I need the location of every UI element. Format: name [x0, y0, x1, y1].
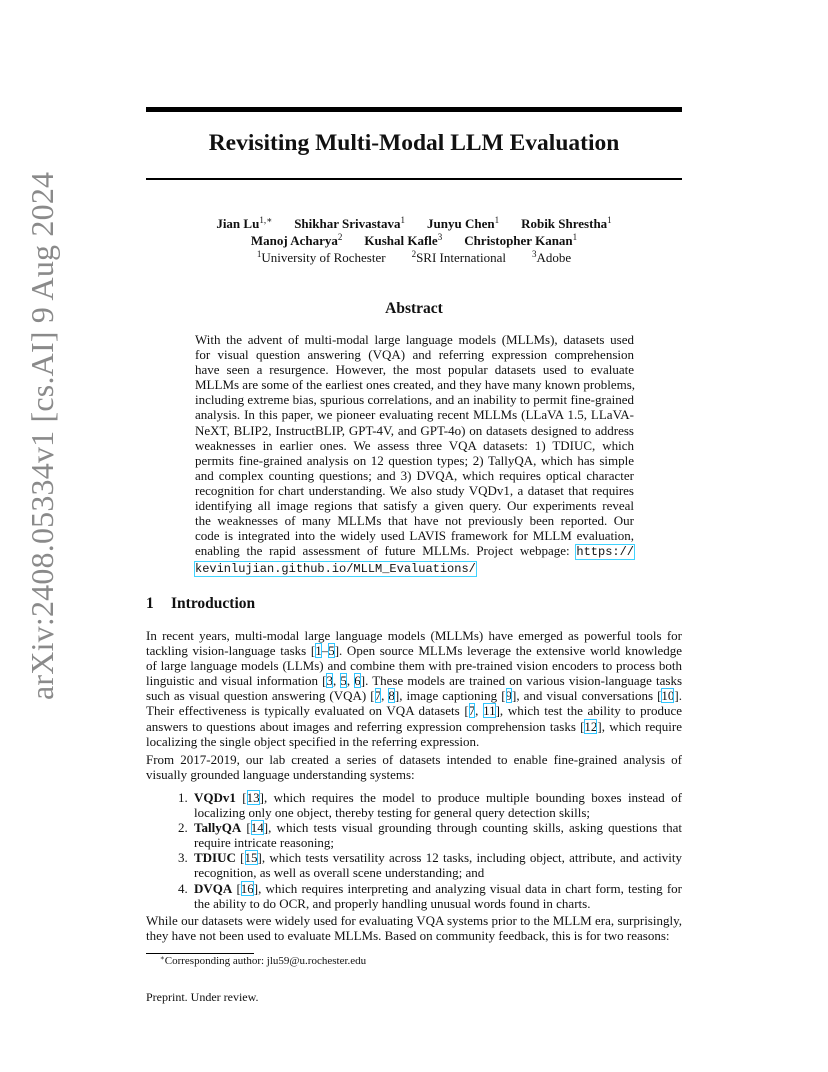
- paragraph-line: of large language models (LLMs) and combine them with pre-trained vision encoders to process both: [146, 658, 682, 674]
- abstract-heading: Abstract: [385, 300, 443, 317]
- author-row-1: [146, 215, 682, 232]
- list-line: VQDv1 [13], which requires the model to produce multiple bounding boxes instead of: [194, 790, 682, 805]
- list-item: [178, 790, 682, 820]
- author-affiliation-mark: 1: [494, 215, 500, 225]
- abstract-line: the weaknesses of many MLLMs that have not previously been reported. Our: [195, 513, 634, 529]
- list-line: localizing only one object, thereby testing for general query detection skills;: [194, 805, 591, 821]
- abstract-line: including extreme bias, spurious correlations, and an inability to permit fine-grained: [195, 392, 634, 408]
- list-number: 4.: [178, 880, 188, 896]
- citation-link[interactable]: 10: [661, 688, 675, 704]
- citation-link[interactable]: 1: [315, 643, 322, 659]
- preprint-notice: Preprint. Under review.: [146, 990, 259, 1004]
- footnote-mark: ∗: [160, 954, 165, 962]
- author-name: Junyu Chen: [427, 216, 495, 231]
- affiliation-mark: 2: [411, 249, 417, 259]
- citation-link[interactable]: 15: [244, 850, 258, 866]
- author-name: Jian Lu: [216, 216, 260, 231]
- author: [364, 233, 442, 248]
- paragraph-line: linguistic and visual information [3, 5, 6]. These models are trained on various vision-language tasks: [146, 673, 683, 689]
- citation-link[interactable]: 14: [250, 820, 264, 836]
- affiliation: [412, 250, 506, 265]
- citation-link[interactable]: 9: [505, 688, 513, 704]
- paragraph-line: Their effectiveness is typically evaluated on VQA datasets [7, 11], which test the ability to produce: [146, 703, 682, 719]
- list-line: TDIUC [15], which tests versatility across 12 tasks, including object, attribute, and activity: [194, 850, 682, 866]
- author: [521, 216, 612, 231]
- citation-link[interactable]: 5: [328, 643, 335, 659]
- author-affiliation-mark: 2: [337, 232, 343, 242]
- list-number: 1.: [178, 790, 188, 805]
- author: [464, 233, 577, 248]
- section-heading-introduction: [146, 595, 255, 613]
- abstract-line: recognition for chart understanding. We also study VQDv1, a dataset that requires: [195, 482, 634, 498]
- citation-link[interactable]: 7: [374, 688, 382, 704]
- dataset-name: TallyQA: [194, 820, 242, 836]
- author-row-2: [146, 232, 682, 249]
- intro-paragraph-2: [146, 752, 682, 782]
- affiliation-name: Adobe: [536, 250, 572, 265]
- author-name: Robik Shrestha: [521, 216, 608, 231]
- paragraph-line: tackling vision-language tasks [1–5]. Open source MLLMs leverage the extensive world knowledge: [146, 643, 682, 659]
- section-title: Introduction: [171, 595, 256, 612]
- project-webpage-link[interactable]: https://: [576, 545, 634, 560]
- abstract-line: MLLMs are some of the earliest ones created, and they have many known problems,: [195, 377, 636, 393]
- citation-link[interactable]: 13: [246, 790, 260, 805]
- title-top-rule: [146, 107, 682, 112]
- abstract-line: weaknesses in earlier ones. We assess three VQA datasets: 1) TDIUC, which: [195, 437, 634, 453]
- list-number: 3.: [178, 850, 188, 866]
- abstract-line: [195, 560, 634, 577]
- title-bottom-rule: [146, 178, 682, 180]
- author-name: Christopher Kanan: [464, 233, 573, 248]
- dataset-name: DVQA: [194, 880, 233, 896]
- author-name: Shikhar Srivastava: [294, 216, 401, 231]
- paragraph-line: While our datasets were widely used for evaluating VQA systems prior to the MLLM era, surprisingly,: [146, 913, 682, 928]
- author-name: Kushal Kafle: [364, 233, 438, 248]
- affiliation-name: University of Rochester: [261, 250, 386, 265]
- citation-link[interactable]: 6: [354, 673, 361, 689]
- abstract-line-text: enabling the rapid assessment of future MLLMs. Project webpage:: [195, 543, 577, 559]
- abstract-line: for visual question answering (VQA) and referring expression comprehension: [195, 347, 634, 363]
- dataset-name: TDIUC: [194, 850, 236, 866]
- list-line: the ability to do OCR, and properly handling unusual words found in charts.: [194, 895, 591, 911]
- author-block: [146, 215, 682, 266]
- footnote: [160, 955, 366, 967]
- author: [294, 216, 405, 231]
- abstract-line: and complex counting questions; and 3) DVQA, which requires optical character: [195, 467, 634, 483]
- author: [216, 216, 272, 231]
- abstract-line: [195, 543, 634, 560]
- affiliation-mark: 3: [531, 249, 537, 259]
- project-webpage-link[interactable]: kevinlujian.github.io/MLLM_Evaluations/: [195, 562, 476, 577]
- citation-link[interactable]: 3: [326, 673, 333, 689]
- intro-paragraph-1: [146, 628, 682, 749]
- citation-link[interactable]: 8: [388, 688, 395, 704]
- paragraph-line: localizing the single object specified in the referring expression.: [146, 733, 480, 749]
- list-line: require intricate reasoning;: [194, 835, 335, 851]
- abstract-line: have seen a resurgence. However, the most popular datasets used to evaluate: [195, 362, 634, 378]
- author-affiliation-mark: 1: [400, 215, 406, 225]
- list-line: recognition, as well as overall scene understanding; and: [194, 865, 485, 881]
- paragraph-line: In recent years, multi-modal large language models (MLLMs) have emerged as powerful tools for: [146, 628, 682, 643]
- list-line: TallyQA [14], which tests visual grounding through counting skills, asking questions that: [194, 820, 682, 836]
- author-affiliation-mark: 1: [572, 232, 578, 242]
- abstract-line: With the advent of multi-modal large language models (MLLMs), datasets used: [195, 332, 634, 347]
- affiliation-mark: 1: [256, 249, 262, 259]
- list-item: [178, 820, 682, 850]
- abstract-line: code is integrated into the widely used LAVIS framework for MLLM evaluation,: [195, 528, 634, 544]
- author-affiliation-mark: 3: [437, 232, 443, 242]
- abstract-line: analysis. In this paper, we pioneer evaluating recent MLLMs (LLaVA 1.5, LLaVA-: [195, 407, 634, 423]
- abstract-body: [195, 332, 634, 578]
- paragraph-line: From 2017-2019, our lab created a series of datasets intended to enable fine-grained analysis of: [146, 752, 682, 767]
- author: [427, 216, 499, 231]
- dataset-list: [178, 790, 682, 911]
- section-number: 1: [146, 595, 154, 612]
- footnote-text: Corresponding author: jlu59@u.rochester.edu: [164, 955, 367, 967]
- abstract-line: NeXT, BLIP2, InstructBLIP, GPT-4V, and GPT-4o) on datasets designed to address: [195, 422, 634, 438]
- list-item: [178, 850, 682, 880]
- paragraph-line: such as visual question answering (VQA) [7, 8], image captioning [9], and visual conversations [10].: [146, 688, 683, 704]
- author-name: Manoj Acharya: [250, 233, 338, 248]
- paragraph-line: answers to questions about images and referring expression comprehension tasks [12], which require: [146, 718, 682, 734]
- paper-title: Revisiting Multi-Modal LLM Evaluation: [208, 130, 620, 156]
- citation-link[interactable]: 12: [584, 718, 598, 734]
- dataset-name: VQDv1: [194, 790, 236, 805]
- abstract-line: identifying all image regions that satisfy a given query. Our experiments reveal: [195, 498, 634, 514]
- citation-link[interactable]: 5: [340, 673, 347, 689]
- author: [251, 233, 343, 248]
- author-affiliation-mark: 1,∗: [259, 215, 273, 225]
- intro-paragraph-3: [146, 913, 682, 943]
- list-number: 2.: [178, 820, 188, 836]
- affiliation: [257, 250, 386, 265]
- affiliations: [146, 249, 682, 266]
- affiliation: [532, 250, 571, 265]
- abstract-line: permits fine-grained analysis on 12 question types; 2) TallyQA, which has simple: [195, 452, 634, 468]
- citation-link[interactable]: 11: [483, 703, 496, 719]
- arxiv-identifier: arXiv:2408.05334v1 [cs.AI] 9 Aug 2024: [24, 171, 60, 700]
- citation-link[interactable]: 16: [240, 880, 254, 896]
- citation-link[interactable]: 7: [468, 703, 476, 719]
- affiliation-name: SRI International: [416, 250, 506, 265]
- paragraph-line: they have not been used to evaluate MLLMs. Based on community feedback, this is for two reasons:: [146, 928, 670, 944]
- list-line: DVQA [16], which requires interpreting and analyzing visual data in chart form, testing for: [194, 880, 682, 896]
- paragraph-line: visually grounded language understanding systems:: [146, 767, 415, 783]
- list-item: [178, 881, 682, 911]
- author-affiliation-mark: 1: [607, 215, 612, 225]
